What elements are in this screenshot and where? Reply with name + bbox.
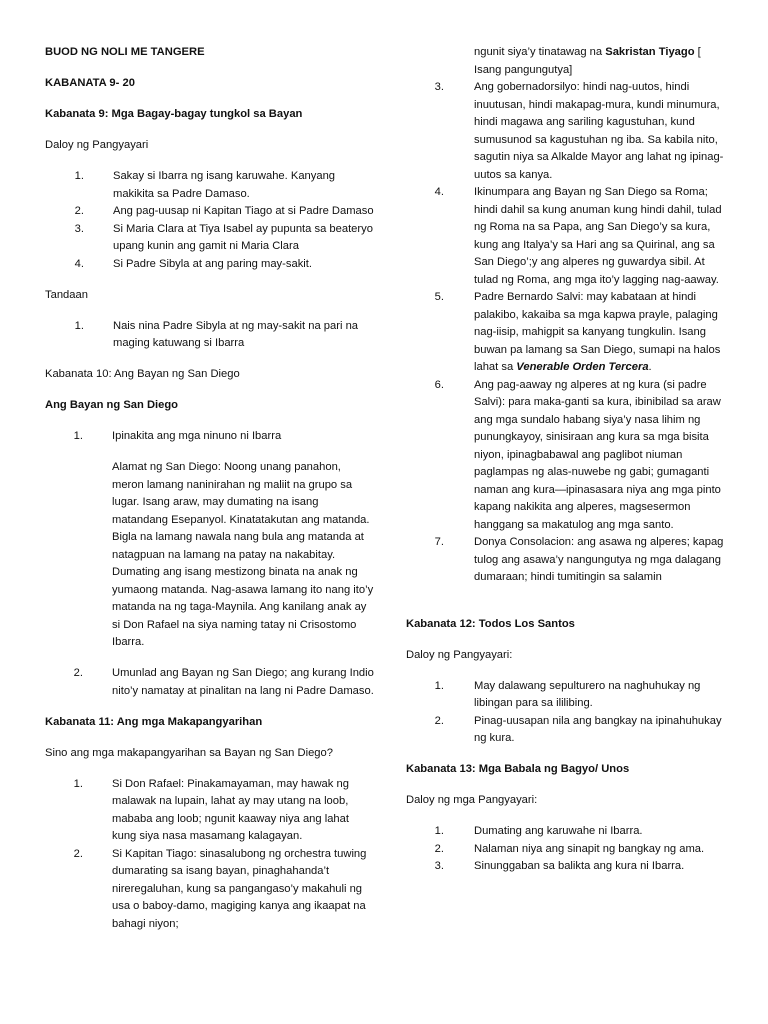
k11-list-continued [434, 79, 728, 587]
right-column [406, 44, 728, 876]
k11-list [73, 776, 375, 934]
k9-daloy-label: Daloy ng Pangyayari [45, 139, 149, 151]
list-item: 1. Si Don Rafael: Pinakamayaman, may hawak ng malawak na lupain, lahat ay may utang na loob, mababa ang loob; ngunit kaaway niya ang lahat kung siya nasa masamang kalagayan. [73, 777, 349, 842]
list-item: 1. Ipinakita ang mga ninuno ni Ibarra [73, 430, 282, 442]
k11-question: Sino ang mga makapangyarihan sa Bayan ng San Diego? [45, 746, 333, 759]
list-item: 5. Padre Bernardo Salvi: may kabataan at hindi palakibo, kakaiba sa mga kapwa prayle, palaging nag-iisip, mahigpit sa kanyang tungkulin. Isang buwan pa lamang sa San Diego, sumapi na halos lahat sa Venerable Orden Tercera. [434, 291, 721, 373]
list-item: 3. Si Maria Clara at Tiya Isabel ay pupunta sa beateryo upang kunin ang gamit ni Maria Clara [74, 222, 373, 252]
list-item: 6. Ang pag-aaway ng alperes at ng kura (si padre Salvi): para maka-ganti sa kura, ibinibilad sa araw ang mga sundalo habang siya’y nasa lihim ng punungkayoy, sinisiraan ang kura sa mga bisita niyon, ipinagbabawal ang paglibot niuman paglampas ng alas-nuwebe ng gabi; gumaganti naman ang kura—ipinasasara niya ang mga pinto kapang nakikita ang alperes, magsesermon hanggang sa makatulog ang mga santo. [434, 378, 721, 531]
continued-item-text: ngunit siya’y tinatawag na Sakristan Tiyago [ Isang pangungutya] [474, 46, 701, 76]
list-item: 1. May dalawang sepulturero na naghuhukay ng libingan para sa ililibing. [434, 679, 701, 709]
document-subtitle: KABANATA 9- 20 [45, 77, 135, 89]
list-item: 2. Umunlad ang Bayan ng San Diego; ang kurang Indio nito’y namatay at pinalitan na lang ni Padre Damaso. [73, 667, 374, 697]
k9-tandaan-list [74, 318, 375, 353]
k10-list [73, 428, 375, 446]
list-item: 1. Nais nina Padre Sibyla at ng may-sakit na pari na maging katuwang si Ibarra [74, 319, 359, 349]
k13-list [434, 823, 728, 876]
k12-list [434, 678, 728, 748]
k11-heading: Kabanata 11: Ang mga Makapangyarihan [45, 715, 263, 728]
k12-heading: Kabanata 12: Todos Los Santos [406, 617, 575, 630]
list-item: 2. Pinag-uusapan nila ang bangkay na ipinahuhukay ng kura. [434, 714, 722, 744]
list-item: 3. Ang gobernadorsilyo: hindi nag-uutos, hindi inuutusan, hindi makapag-mura, kundi minumura, hindi magawa ang sariling kagustuhan, kund sumusunod sa kagustuhan ng iba. Sa kabila nito, sagutin niya sa Alkalde Mayor ang lahat ng ipinag-uutos sa kanya. [434, 81, 724, 181]
k13-heading: Kabanata 13: Mga Babala ng Bagyo/ Unos [406, 763, 630, 775]
list-item: 1. Sakay si Ibarra ng isang karuwahe. Kanyang makikita sa Padre Damaso. [74, 170, 336, 200]
list-item: 4. Si Padre Sibyla at ang paring may-sakit. [74, 257, 312, 270]
list-item: 4. Ikinumpara ang Bayan ng San Diego sa Roma; hindi dahil sa kung anuman kung hindi dahil, tulad ng Roma na sa Papa, ang San Diego’y sa kura, kung ang Italya’y sa Hari ang sa Quirinal, ang sa San Diego’;y ang alperes ng guwardya sibil. At tulad ng Roma, ang mga ito’y lagging nag-aaway. [434, 186, 722, 286]
list-item: 3. Sinunggaban sa balikta ang kura ni Ibarra. [434, 860, 685, 872]
list-item: 2. Nalaman niya ang sinapit ng bangkay ng ama. [434, 842, 705, 855]
left-column [45, 44, 375, 933]
k13-daloy-label: Daloy ng mga Pangyayari: [406, 794, 538, 806]
k9-tandaan-label: Tandaan [45, 288, 88, 301]
list-item: 2. Si Kapitan Tiago: sinasalubong ng orchestra tuwing dumarating sa isang bayan, pinaghahanda’t nireregaluhan, kung sa pangangaso’y makahuli ng usa o baboy-damo, magiging kanya ang ikaapat na bahagi niyon; [73, 847, 367, 930]
k10-list-2 [73, 665, 375, 700]
k10-subheading: Ang Bayan ng San Diego [45, 399, 179, 411]
k9-heading: Kabanata 9: Mga Bagay-bagay tungkol sa Bayan [45, 108, 303, 120]
k10-alamat-paragraph: Alamat ng San Diego: Noong unang panahon, meron lamang naninirahan ng maliit na grupo sa lugar. Isang araw, may dumating na isang matandang Esepanyol. Kinatatakutan ang matanda. Bigla na lamang nawala nang bula ang matanda at natagpuan na lamang na patay na nakabitay. Dumating ang isang mestizong binata na anak ng yumaong matanda. Nag-asawa lamang ito nang ito’y matanda na ng taga-Maynila. Ang kanilang anak ay si Don Rafael na siya naming tatay ni Crisostomo Ibarra. [112, 461, 374, 648]
list-item: 1. Dumating ang karuwahe ni Ibarra. [434, 825, 643, 837]
k9-list [74, 168, 375, 273]
k12-daloy-label: Daloy ng Pangyayari: [406, 648, 513, 661]
document-title: BUOD NG NOLI ME TANGERE [45, 46, 205, 58]
k10-heading: Kabanata 10: Ang Bayan ng San Diego [45, 368, 240, 380]
list-item: 7. Donya Consolacion: ang asawa ng alperes; kapag tulog ang asawa’y nangungutya ng mga dalagang dumaraan; hindi tumitingin sa salamin [434, 536, 724, 583]
list-item: 2. Ang pag-uusap ni Kapitan Tiago at si Padre Damaso [74, 205, 374, 217]
